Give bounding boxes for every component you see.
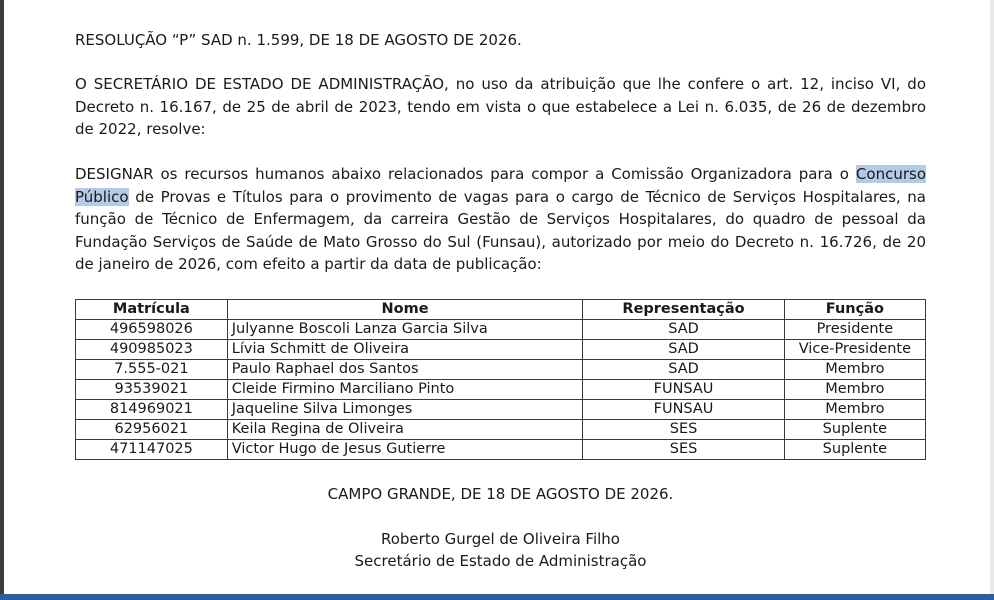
cell-nome: Cleide Firmino Marciliano Pinto <box>227 380 583 400</box>
cell-representacao: SES <box>583 420 784 440</box>
designation-text-end: de Provas e Títulos para o provimento de vagas para o cargo de Técnico de Serviços Hospitalares, na função de Técnico de Enfermagem, da carreira Gestão de Serviços Hospitalares, do quadro de pessoal da Fundação Serviços de Saúde de Mato Grosso do Sul (Funsau), autorizado por meio do Decreto n. 16.726, de 20 de janeiro de 2026, com efeito a partir da data de publicação: <box>75 187 926 273</box>
cell-representacao: SAD <box>583 340 784 360</box>
viewer-bottom-bar <box>0 594 994 600</box>
header-representacao: Representação <box>583 300 784 320</box>
signer-title: Secretário de Estado de Administração <box>354 552 647 570</box>
cell-representacao: SES <box>583 440 784 460</box>
cell-funcao: Suplente <box>784 420 925 440</box>
table-header-row <box>76 300 926 320</box>
table-row <box>76 440 926 460</box>
commission-members-table <box>75 299 926 460</box>
cell-funcao: Vice-Presidente <box>784 340 925 360</box>
cell-matricula: 7.555-021 <box>76 360 228 380</box>
cell-nome: Lívia Schmitt de Oliveira <box>227 340 583 360</box>
table-row <box>76 380 926 400</box>
cell-funcao: Membro <box>784 400 925 420</box>
selected-text-highlight[interactable]: Concurso Público <box>75 165 926 206</box>
header-funcao: Função <box>784 300 925 320</box>
cell-funcao: Suplente <box>784 440 925 460</box>
table-row <box>76 320 926 340</box>
designation-paragraph <box>75 163 926 276</box>
cell-nome: Jaqueline Silva Limonges <box>227 400 583 420</box>
cell-representacao: SAD <box>583 360 784 380</box>
cell-representacao: SAD <box>583 320 784 340</box>
cell-matricula: 814969021 <box>76 400 228 420</box>
cell-nome: Keila Regina de Oliveira <box>227 420 583 440</box>
cell-funcao: Presidente <box>784 320 925 340</box>
cell-representacao: FUNSAU <box>583 400 784 420</box>
designation-text-start: DESIGNAR os recursos humanos abaixo relacionados para compor a Comissão Organizadora para o <box>75 165 856 183</box>
cell-nome: Victor Hugo de Jesus Gutierre <box>227 440 583 460</box>
table-row <box>76 400 926 420</box>
table-row <box>76 340 926 360</box>
cell-nome: Paulo Raphael dos Santos <box>227 360 583 380</box>
signer-name: Roberto Gurgel de Oliveira Filho <box>380 530 620 548</box>
viewer-scrollbar-track[interactable] <box>990 0 994 594</box>
header-matricula: Matrícula <box>76 300 228 320</box>
cell-matricula: 496598026 <box>76 320 228 340</box>
cell-representacao: FUNSAU <box>583 380 784 400</box>
header-nome: Nome <box>227 300 583 320</box>
cell-matricula: 471147025 <box>76 440 228 460</box>
place-and-date: CAMPO GRANDE, DE 18 DE AGOSTO DE 2026. <box>327 485 674 503</box>
cell-matricula: 62956021 <box>76 420 228 440</box>
preamble-paragraph: O SECRETÁRIO DE ESTADO DE ADMINISTRAÇÃO, no uso da atribuição que lhe confere o art. 12, inciso VI, do Decreto n. 16.167, de 25 de abril de 2023, tendo em vista o que estabelece a Lei n. 6.035, de 26 de dezembro de 2022, resolve: <box>75 75 926 138</box>
resolution-heading: RESOLUÇÃO “P” SAD n. 1.599, DE 18 DE AGOSTO DE 2026. <box>75 31 522 49</box>
table-row <box>76 420 926 440</box>
cell-funcao: Membro <box>784 380 925 400</box>
table-row <box>76 360 926 380</box>
cell-matricula: 93539021 <box>76 380 228 400</box>
cell-funcao: Membro <box>784 360 925 380</box>
viewer-left-edge <box>0 0 4 594</box>
cell-nome: Julyanne Boscoli Lanza Garcia Silva <box>227 320 583 340</box>
cell-matricula: 490985023 <box>76 340 228 360</box>
